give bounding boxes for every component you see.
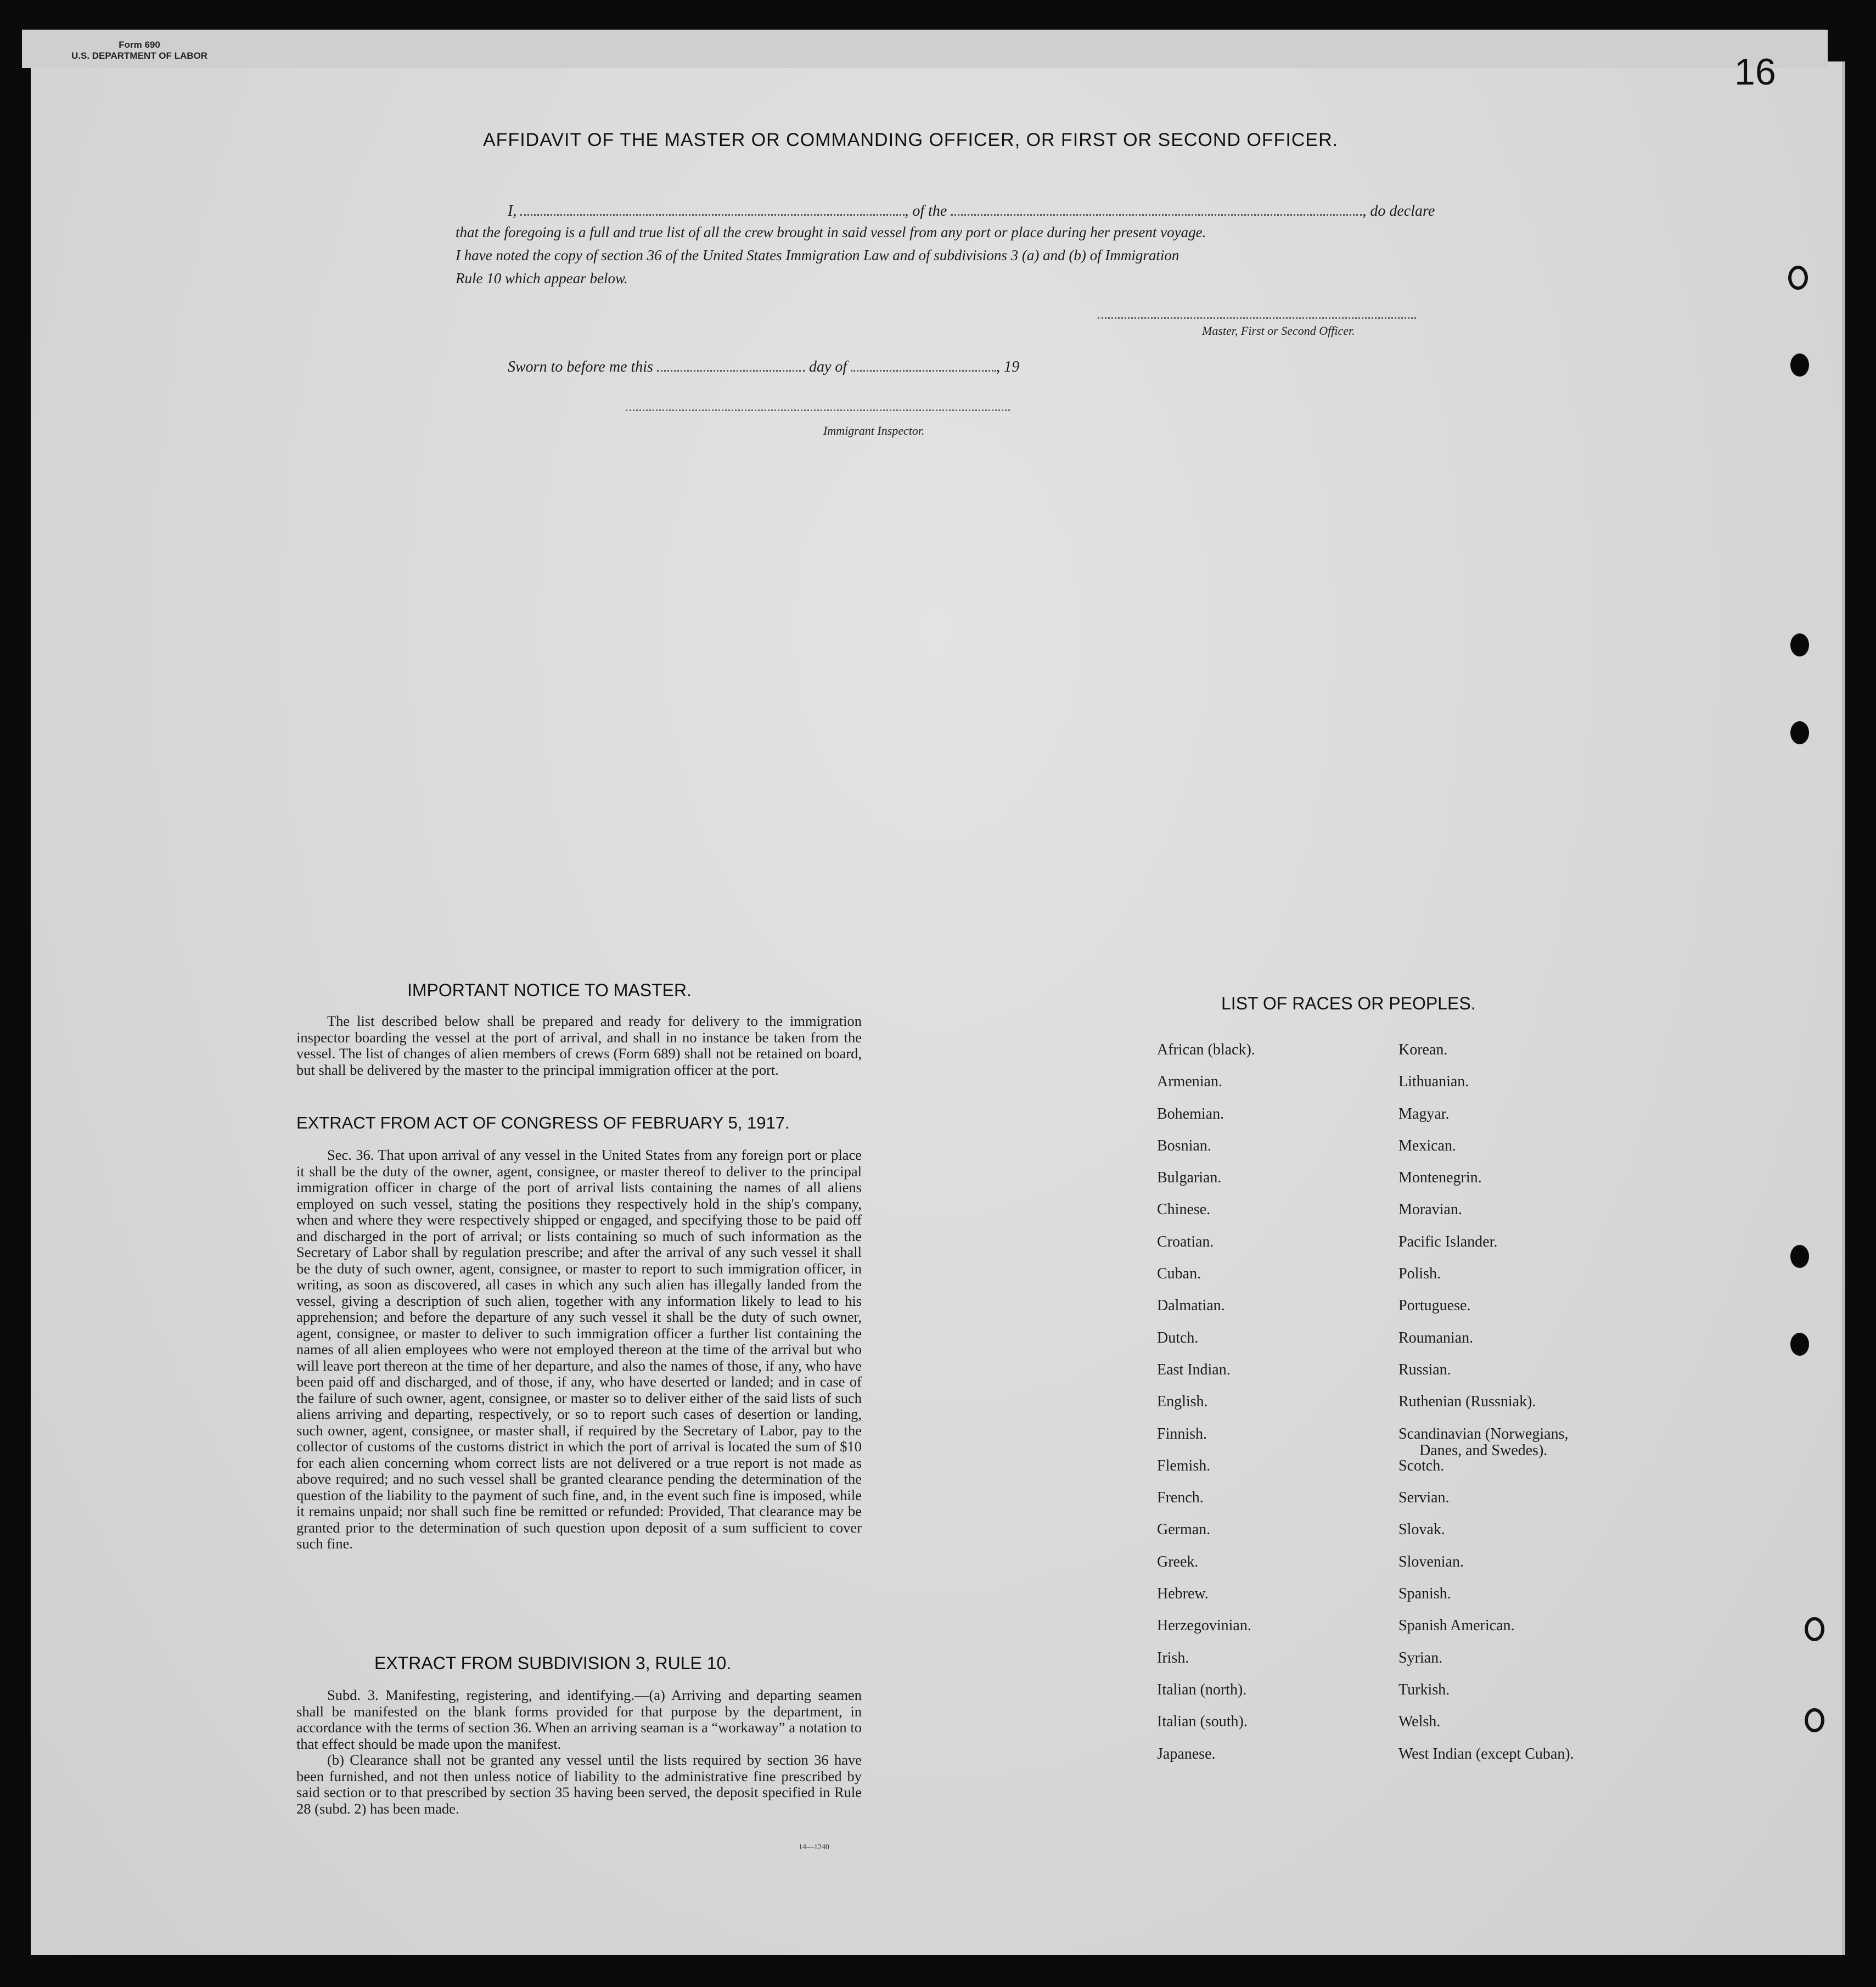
form-id [71,40,207,61]
footer-print-code: 14—1240 [799,1843,829,1851]
notice-title: IMPORTANT NOTICE TO MASTER. [407,980,692,1000]
binder-hole-icon [1790,353,1809,377]
race-item: Slovenian. [1398,1553,1464,1570]
race-item: Herzegovinian. [1157,1617,1251,1635]
affidavit-title: AFFIDAVIT OF THE MASTER OR COMMANDING OFFICER, OR FIRST OR SECOND OFFICER. [483,130,1339,150]
binder-hole-icon [1790,1333,1809,1356]
inspector-caption: Immigrant Inspector. [823,424,925,437]
act-extract-title: EXTRACT FROM ACT OF CONGRESS OF FEBRUARY 5, 1917. [296,1113,790,1132]
sworn-text: Sworn to before me this [508,358,653,375]
rule-extract-body [296,1687,862,1817]
race-item: Hebrew. [1157,1585,1209,1603]
race-item: Turkish. [1398,1681,1450,1698]
race-item: Scandinavian (Norwegians, [1398,1425,1569,1442]
rule-extract-title: EXTRACT FROM SUBDIVISION 3, RULE 10. [374,1653,732,1673]
race-item: Finnish. [1157,1425,1207,1442]
race-item: Servian. [1398,1489,1450,1507]
notice-body [296,1013,862,1078]
race-item: Welsh. [1398,1713,1441,1731]
race-item: African (black). [1157,1041,1255,1058]
race-item: Roumanian. [1398,1329,1474,1346]
race-item: Magyar. [1398,1105,1450,1122]
notice-paragraph: The list described below shall be prepared and ready for delivery to the immigration inspector boarding the vessel at the port of arrival, and shall in no instance be taken from the vessel. The list of changes of alien members of crews (Form 689) shall not be retained on board, but shall be delivered by the master to the principal immigration officer at the port. [296,1013,862,1078]
races-right-column [1398,1042,1574,1778]
race-item: Irish. [1157,1649,1189,1666]
race-item: Polish. [1398,1265,1441,1283]
race-item: Korean. [1398,1041,1448,1058]
affidavit-of-the: , of the [905,203,947,220]
race-item: Spanish. [1398,1585,1451,1603]
race-item: Cuban. [1157,1265,1201,1283]
race-item: Italian (south). [1157,1713,1248,1731]
race-item: Dalmatian. [1157,1297,1225,1315]
race-item: West Indian (except Cuban). [1398,1745,1574,1763]
binder-hole-icon [1790,633,1809,656]
races-title: LIST OF RACES OR PEOPLES. [1221,994,1476,1013]
race-item: English. [1157,1393,1208,1411]
race-item: Syrian. [1398,1649,1443,1666]
act-extract-body [296,1147,862,1552]
sheet-top-edge [22,30,1828,68]
race-item: German. [1157,1521,1211,1539]
binder-hole-icon [1790,1245,1809,1268]
officer-caption: Master, First or Second Officer. [1202,324,1355,338]
affidavit-line-1 [508,200,1435,220]
sworn-day-field[interactable] [657,356,805,372]
race-item: Pacific Islander. [1398,1233,1498,1250]
race-item: Ruthenian (Russniak). [1398,1393,1536,1411]
race-item: Spanish American. [1398,1617,1515,1635]
race-item: East Indian. [1157,1361,1231,1378]
subdivision-a-paragraph: Subd. 3. Manifesting, registering, and identifying.—(a) Arriving and departing seamen shall be manifested on the blank forms provided for that purpose by the department, in accordance with the terms of section 36. When an arriving seaman is a “workaway” a notation to that effect should be made upon the manifest. [296,1687,862,1752]
race-item: Bohemian. [1157,1105,1225,1122]
affidavit-declare: , do declare [1362,203,1435,220]
officer-signature-line[interactable] [1098,317,1416,319]
race-item: Portuguese. [1398,1297,1471,1315]
race-item: Scotch. [1398,1457,1445,1474]
race-item: Flemish. [1157,1457,1211,1474]
sworn-month-field[interactable] [851,356,996,372]
affidavit-i: I, [508,203,517,220]
race-item: Mexican. [1398,1137,1456,1154]
race-item: Dutch. [1157,1329,1199,1346]
form-number: Form 690 [119,40,160,50]
race-item: Chinese. [1157,1201,1211,1219]
section-36-paragraph: Sec. 36. That upon arrival of any vessel in the United States from any foreign port or place it shall be the duty of the owner, agent, consignee, or master thereof to deliver to the principal immigration officer in charge of the port of arrival lists containing the names of all aliens employed on such vessel, stating the positions they respectively hold in the ship's company, when and where they were respectively shipped or engaged, and specifying those to be paid off and discharged in the port of arrival; or lists containing so much of such information as the Secretary of Labor shall by regulation prescribe; and after the arrival of any such vessel it shall be the duty of such owner, agent, consignee, or master to report to such immigration officer, in writing, as soon as discovered, all cases in which any such alien has illegally landed from the vessel, giving a description of such alien, together with any information likely to lead to his apprehension; and before the departure of any such vessel it shall be the duty of such owner, agent, consignee, or master to deliver to such immigration officer a further list containing the names of all alien employees who were not employed thereon at the time of the arrival but who will leave port thereon at the time of her departure, and also the names of those, if any, who have been paid off and discharged, and of those, if any, who have deserted or landed; and in case of the failure of such owner, agent, consignee, or master so to deliver either of the said lists of such aliens arriving and departing, respectively, or so to report such cases of desertion or landing, such owner, agent, consignee, or master shall, if required by the Secretary of Labor, pay to the collector of customs of the customs district in which the port of arrival is located the sum of $10 for each alien concerning whom correct lists are not delivered or a true report is not made as above required; and no such vessel shall be granted clearance pending the determination of the question of the liability to the payment of such fine, and, in the event such fine is imposed, while it remains unpaid; nor shall such fine be remitted or refunded: Provided, That clearance may be granted prior to the determination of such question upon deposit of a sum sufficient to cover such fine. [296,1147,862,1552]
binder-hole-icon [1790,721,1809,744]
binder-hole-icon [1788,266,1808,290]
race-item: Greek. [1157,1553,1199,1570]
sworn-line [508,356,1019,376]
race-item: Slovak. [1398,1521,1445,1539]
races-left-column [1157,1042,1255,1778]
race-item: Bosnian. [1157,1137,1211,1154]
race-item: Lithuanian. [1398,1073,1469,1091]
binder-hole-icon [1805,1617,1824,1641]
race-item: Italian (north). [1157,1681,1247,1698]
race-item: Croatian. [1157,1233,1214,1250]
day-of-text: day of [808,358,847,375]
name-field[interactable] [520,200,905,216]
race-item: Russian. [1398,1361,1451,1378]
year-text: , 19 [996,358,1020,375]
race-item: Moravian. [1398,1201,1462,1219]
race-item: Bulgarian. [1157,1169,1222,1187]
binder-hole-icon [1805,1708,1824,1732]
race-item: Japanese. [1157,1745,1216,1763]
affidavit-line-3: I have noted the copy of section 36 of the United States Immigration Law and of subdivisions 3 (a) and (b) of Immigration [456,247,1179,263]
vessel-field[interactable] [951,200,1362,216]
affidavit-line-2: that the foregoing is a full and true list of all the crew brought in said vessel from any port or place during her present voyage. [456,224,1206,240]
race-item: Montenegrin. [1398,1169,1482,1187]
race-item: Armenian. [1157,1073,1222,1091]
inspector-signature-line[interactable] [626,409,1010,411]
subdivision-b-paragraph: (b) Clearance shall not be granted any vessel until the lists required by section 36 have been furnished, and not then unless notice of liability to the administrative fine prescribed by said section or to that prescribed by section 35 having been served, the deposit specified in Rule 28 (subd. 2) has been made. [296,1752,862,1817]
race-item: French. [1157,1489,1204,1507]
department-name: U.S. DEPARTMENT OF LABOR [71,50,208,61]
page-number: 16 [1734,51,1776,93]
affidavit-line-4: Rule 10 which appear below. [456,270,628,287]
race-item: Danes, and Swedes). [1419,1441,1548,1459]
